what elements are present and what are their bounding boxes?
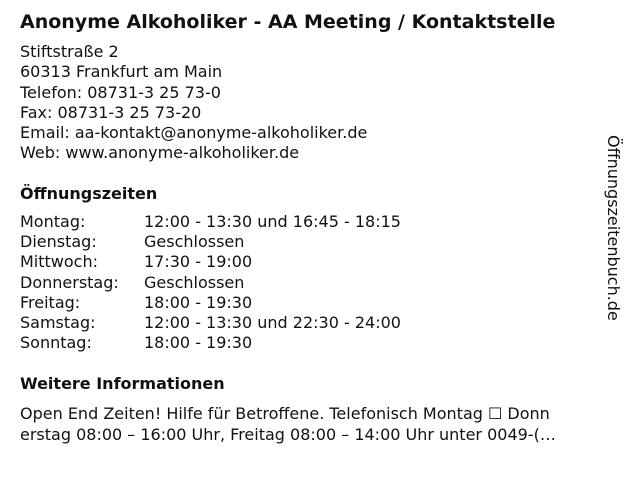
- hours-time: Geschlossen: [144, 232, 245, 252]
- hours-time: 17:30 - 19:00: [144, 252, 253, 272]
- more-info-heading: Weitere Informationen: [20, 374, 225, 393]
- hours-day: Donnerstag:: [20, 272, 119, 292]
- hours-day: Freitag:: [20, 292, 81, 312]
- hours-time: 18:00 - 19:30: [144, 333, 253, 353]
- hours-day: Sonntag:: [20, 333, 92, 353]
- address-phone: Telefon: 08731-3 25 73-0: [20, 82, 221, 102]
- page-title: Anonyme Alkoholiker - AA Meeting / Kontaktstelle: [20, 11, 556, 33]
- address-web: Web: www.anonyme-alkoholiker.de: [20, 143, 300, 163]
- address-block: [20, 42, 367, 164]
- more-info-line: Open End Zeiten! Hilfe für Betroffene. Telefonisch Montag ☐ Donn: [20, 404, 550, 423]
- hours-day: Dienstag:: [20, 232, 97, 252]
- address-fax: Fax: 08731-3 25 73-20: [20, 102, 202, 122]
- hours-time: 12:00 - 13:30 und 16:45 - 18:15: [144, 212, 401, 231]
- hours-day: Samstag:: [20, 312, 96, 332]
- address-email: Email: aa-kontakt@anonyme-alkoholiker.de: [20, 123, 368, 143]
- more-info-line: erstag 08:00 – 16:00 Uhr, Freitag 08:00 – 14:00 Uhr unter 0049-(…: [20, 425, 556, 444]
- hours-time: Geschlossen: [144, 272, 245, 292]
- opening-hours-heading: Öffnungszeiten: [20, 184, 158, 203]
- more-info-text: [20, 403, 620, 445]
- hours-time: 18:00 - 19:30: [144, 292, 253, 312]
- hours-time: 12:00 - 13:30 und 22:30 - 24:00: [144, 312, 401, 332]
- address-city: 60313 Frankfurt am Main: [20, 62, 223, 82]
- hours-day: Montag:: [20, 212, 86, 231]
- hours-day: Mittwoch:: [20, 252, 98, 272]
- address-street: Stiftstraße 2: [20, 42, 119, 61]
- site-watermark-label: Öffnungszeitenbuch.de: [604, 135, 623, 321]
